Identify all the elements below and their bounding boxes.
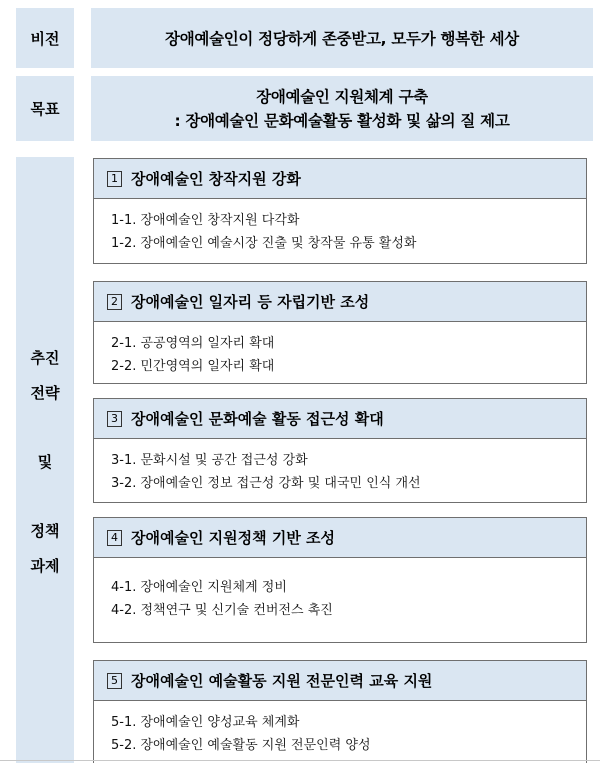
- task-title: 장애예술인 문화예술 활동 접근성 확대: [131, 410, 384, 428]
- goal-line-2: : 장애예술인 문화예술활동 활성화 및 삶의 질 제고: [174, 111, 510, 130]
- task-item: 3-1. 문화시설 및 공간 접근성 강화: [111, 453, 308, 468]
- task-item: 5-2. 장애예술인 예술활동 지원 전문인력 양성: [111, 738, 371, 753]
- strategy-word: 정책: [30, 522, 60, 540]
- task-items: [94, 558, 586, 622]
- task-number: 4: [107, 530, 122, 546]
- task-item: 5-1. 장애예술인 양성교육 체계화: [111, 715, 300, 730]
- strategy-word: 추진: [30, 349, 60, 367]
- strategy-word: 과제: [30, 557, 60, 575]
- task-number: 2: [107, 294, 122, 310]
- task-number: 5: [107, 673, 122, 689]
- task-box-2: [93, 281, 587, 384]
- goal-line-1: 장애예술인 지원체계 구축: [256, 87, 428, 106]
- task-header: [94, 399, 586, 439]
- task-box-3: [93, 398, 587, 503]
- strategy-label: [16, 157, 74, 763]
- task-items: [94, 322, 586, 378]
- strategy-word: 전략: [30, 384, 60, 402]
- task-header: [94, 661, 586, 701]
- task-header: [94, 159, 586, 199]
- task-items: [94, 199, 586, 255]
- goal-banner: [91, 76, 593, 141]
- task-item: 4-1. 장애예술인 지원체계 정비: [111, 580, 287, 595]
- task-title: 장애예술인 일자리 등 자립기반 조성: [131, 293, 370, 311]
- task-items: [94, 439, 586, 495]
- vision-banner: [91, 8, 593, 68]
- task-box-4: [93, 517, 587, 643]
- task-title: 장애예술인 예술활동 지원 전문인력 교육 지원: [131, 672, 433, 690]
- task-item: 2-2. 민간영역의 일자리 확대: [111, 359, 275, 374]
- task-header: [94, 518, 586, 558]
- task-title: 장애예술인 창작지원 강화: [131, 170, 301, 188]
- strategy-word: 및: [37, 453, 53, 471]
- task-number: 1: [107, 171, 122, 187]
- task-number: 3: [107, 411, 122, 427]
- task-item: 1-1. 장애예술인 창작지원 다각화: [111, 213, 300, 228]
- task-box-5: [93, 660, 587, 763]
- task-item: 2-1. 공공영역의 일자리 확대: [111, 336, 275, 351]
- task-title: 장애예술인 지원정책 기반 조성: [131, 529, 336, 547]
- goal-label: 목표: [16, 76, 74, 141]
- task-item: 1-2. 장애예술인 예술시장 진출 및 창작물 유통 활성화: [111, 236, 417, 251]
- task-box-1: [93, 158, 587, 264]
- task-items: [94, 701, 586, 757]
- vision-label: 비전: [16, 8, 74, 68]
- bottom-divider: [0, 760, 600, 761]
- task-item: 3-2. 장애예술인 정보 접근성 강화 및 대국민 인식 개선: [111, 476, 421, 491]
- task-item: 4-2. 정책연구 및 신기술 컨버전스 촉진: [111, 603, 333, 618]
- task-header: [94, 282, 586, 322]
- vision-text: 장애예술인이 정당하게 존중받고, 모두가 행복한 세상: [165, 30, 519, 48]
